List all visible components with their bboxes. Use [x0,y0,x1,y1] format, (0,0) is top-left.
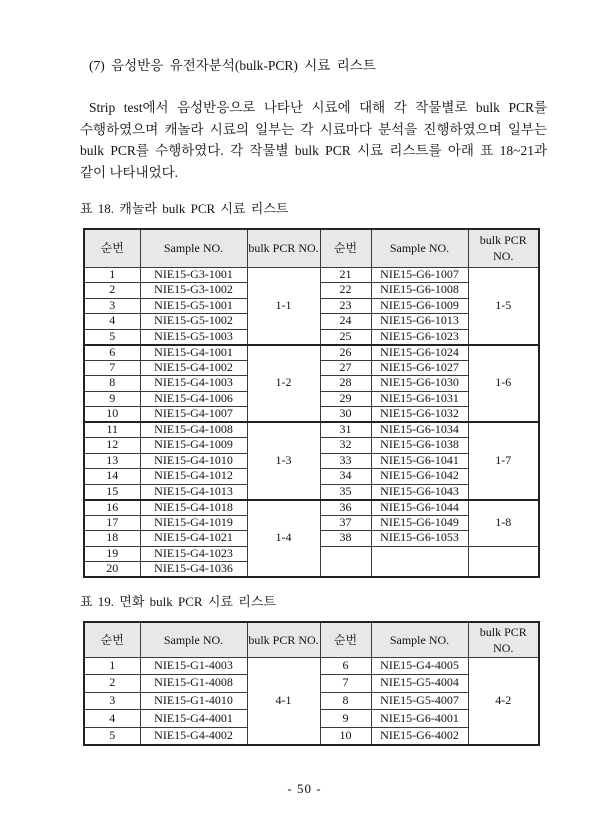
column-header-sample: Sample NO. [140,622,247,657]
row-number-cell: 36 [320,500,371,516]
column-header-no: 순번 [84,229,140,267]
row-number-cell: 31 [320,422,371,438]
row-number-cell: 17 [84,515,140,531]
sample-no-cell: NIE15-G6-1024 [371,345,468,361]
sample-no-cell: NIE15-G6-1041 [371,453,468,469]
page-number: - 50 - [287,781,322,796]
row-number-cell: 9 [320,710,371,728]
sample-no-cell: NIE15-G4-1019 [140,515,247,531]
row-number-cell: 18 [84,531,140,547]
sample-no-cell: NIE15-G4-1018 [140,500,247,516]
row-number-cell: 29 [320,391,371,407]
row-number-cell: 21 [320,267,371,283]
column-header-sample: Sample NO. [371,229,468,267]
row-number-cell: 23 [320,298,371,314]
column-header-no: 순번 [320,229,371,267]
table-18-caption: 표 18. 캐놀라 bulk PCR 시료 리스트 [80,201,289,216]
bulk-pcr-group-cell: 1-1 [247,267,320,345]
empty-bulk-pcr-cell [468,546,539,577]
sample-no-cell: NIE15-G4-1003 [140,376,247,392]
bulk-pcr-group-cell: 1-4 [247,500,320,578]
column-header-bulk: bulk PCR NO. [468,229,539,267]
sample-no-cell: NIE15-G4-4001 [140,710,247,728]
sample-no-cell: NIE15-G4-1010 [140,453,247,469]
sample-no-cell: NIE15-G4-1008 [140,422,247,438]
row-number-cell: 15 [84,484,140,500]
sample-no-cell: NIE15-G4-1009 [140,438,247,454]
row-number-cell: 6 [320,657,371,675]
sample-no-cell: NIE15-G4-1036 [140,562,247,578]
sample-no-cell: NIE15-G5-4004 [371,675,468,693]
row-number-cell: 1 [84,267,140,283]
sample-no-cell: NIE15-G4-1007 [140,407,247,423]
row-number-cell: 6 [84,345,140,361]
sample-no-cell: NIE15-G6-1032 [371,407,468,423]
sample-no-cell: NIE15-G4-1013 [140,484,247,500]
table-row [84,345,539,361]
row-number-cell: 14 [84,469,140,485]
sample-no-cell: NIE15-G3-1002 [140,283,247,299]
bulk-pcr-table-19 [83,621,540,746]
bulk-pcr-group-cell: 1-3 [247,422,320,500]
sample-no-cell: NIE15-G6-1008 [371,283,468,299]
bulk-pcr-group-cell: 1-6 [468,345,539,423]
column-header-no: 순번 [84,622,140,657]
paragraph-line: 같이 나타내었다. [80,164,179,180]
sample-no-cell: NIE15-G4-1006 [140,391,247,407]
row-number-cell: 12 [84,438,140,454]
row-number-cell: 11 [84,422,140,438]
row-number-cell: 30 [320,407,371,423]
row-number-cell: 4 [84,710,140,728]
sample-no-cell: NIE15-G6-1023 [371,329,468,345]
row-number-cell: 4 [84,314,140,330]
row-number-cell: 20 [84,562,140,578]
sample-no-cell: NIE15-G5-1001 [140,298,247,314]
row-number-cell: 2 [84,675,140,693]
bulk-pcr-table-18 [83,228,540,578]
row-number-cell: 1 [84,657,140,675]
sample-no-cell: NIE15-G4-1001 [140,345,247,361]
column-header-sample: Sample NO. [140,229,247,267]
sample-no-cell: NIE15-G6-1007 [371,267,468,283]
sample-no-cell: NIE15-G4-1012 [140,469,247,485]
column-header-bulk: bulk PCR NO. [247,229,320,267]
row-number-cell: 35 [320,484,371,500]
row-number-cell: 25 [320,329,371,345]
row-number-cell: 7 [320,675,371,693]
sample-no-cell: NIE15-G6-1034 [371,422,468,438]
row-number-cell: 28 [320,376,371,392]
bulk-pcr-group-cell: 1-7 [468,422,539,500]
header-row [84,622,539,657]
row-number-cell: 37 [320,515,371,531]
header-row [84,229,539,267]
empty-sample-no-cell [371,546,468,577]
sample-no-cell: NIE15-G6-1027 [371,360,468,376]
sample-no-cell: NIE15-G6-1042 [371,469,468,485]
row-number-cell: 13 [84,453,140,469]
sample-no-cell: NIE15-G4-1002 [140,360,247,376]
table-18-header [84,229,539,267]
paragraph-line: Strip test에서 음성반응으로 나타난 시료에 대해 각 작물별로 bulk PCR를 [89,100,547,115]
row-number-cell: 26 [320,345,371,361]
sample-no-cell: NIE15-G5-4007 [371,692,468,710]
paragraph-line: 수행하였으며 캐놀라 시료의 일부는 각 시료마다 분석을 진행하였으며 일부는 [80,121,547,137]
sample-no-cell: NIE15-G6-1044 [371,500,468,516]
row-number-cell: 27 [320,360,371,376]
row-number-cell: 32 [320,438,371,454]
column-header-bulk: bulk PCR NO. [468,622,539,657]
sample-no-cell: NIE15-G6-1038 [371,438,468,454]
table-19-header [84,622,539,657]
sample-no-cell: NIE15-G6-1030 [371,376,468,392]
row-number-cell: 3 [84,298,140,314]
row-number-cell: 38 [320,531,371,547]
sample-no-cell: NIE15-G6-1049 [371,515,468,531]
sample-no-cell: NIE15-G1-4008 [140,675,247,693]
table-18-body [84,267,539,577]
table-19-caption: 표 19. 면화 bulk PCR 시료 리스트 [80,594,276,609]
paragraph-line: bulk PCR를 수행하였다. 각 작물별 bulk PCR 시료 리스트를 아래 표 18~21과 [80,143,547,158]
sample-no-cell: NIE15-G4-4005 [371,657,468,675]
sample-no-cell: NIE15-G4-1021 [140,531,247,547]
row-number-cell: 5 [84,329,140,345]
sample-no-cell: NIE15-G6-1053 [371,531,468,547]
bulk-pcr-group-cell: 4-2 [468,657,539,745]
row-number-cell: 10 [84,407,140,423]
row-number-cell: 7 [84,360,140,376]
bulk-pcr-group-cell: 1-2 [247,345,320,423]
sample-no-cell: NIE15-G5-1003 [140,329,247,345]
column-header-sample: Sample NO. [371,622,468,657]
section-heading: (7) 음성반응 유전자분석(bulk-PCR) 시료 리스트 [89,58,376,73]
row-number-cell: 3 [84,692,140,710]
bulk-pcr-group-cell: 1-5 [468,267,539,345]
sample-no-cell: NIE15-G4-1023 [140,546,247,562]
sample-no-cell: NIE15-G4-4002 [140,727,247,745]
row-number-cell: 2 [84,283,140,299]
table-19-body [84,657,539,745]
empty-row-number-cell [320,546,371,577]
sample-no-cell: NIE15-G5-1002 [140,314,247,330]
row-number-cell: 9 [84,391,140,407]
table-row [84,267,539,283]
row-number-cell: 22 [320,283,371,299]
sample-no-cell: NIE15-G6-4002 [371,727,468,745]
row-number-cell: 5 [84,727,140,745]
row-number-cell: 10 [320,727,371,745]
sample-no-cell: NIE15-G3-1001 [140,267,247,283]
row-number-cell: 34 [320,469,371,485]
column-header-no: 순번 [320,622,371,657]
sample-no-cell: NIE15-G6-4001 [371,710,468,728]
sample-no-cell: NIE15-G6-1009 [371,298,468,314]
row-number-cell: 16 [84,500,140,516]
body-paragraph [80,97,547,183]
row-number-cell: 24 [320,314,371,330]
row-number-cell: 33 [320,453,371,469]
column-header-bulk: bulk PCR NO. [247,622,320,657]
bulk-pcr-group-cell: 4-1 [247,657,320,745]
row-number-cell: 8 [320,692,371,710]
sample-no-cell: NIE15-G1-4003 [140,657,247,675]
sample-no-cell: NIE15-G1-4010 [140,692,247,710]
row-number-cell: 19 [84,546,140,562]
sample-no-cell: NIE15-G6-1013 [371,314,468,330]
row-number-cell: 8 [84,376,140,392]
table-row [84,500,539,516]
bulk-pcr-group-cell: 1-8 [468,500,539,547]
sample-no-cell: NIE15-G6-1043 [371,484,468,500]
table-row [84,422,539,438]
sample-no-cell: NIE15-G6-1031 [371,391,468,407]
table-row [84,657,539,675]
